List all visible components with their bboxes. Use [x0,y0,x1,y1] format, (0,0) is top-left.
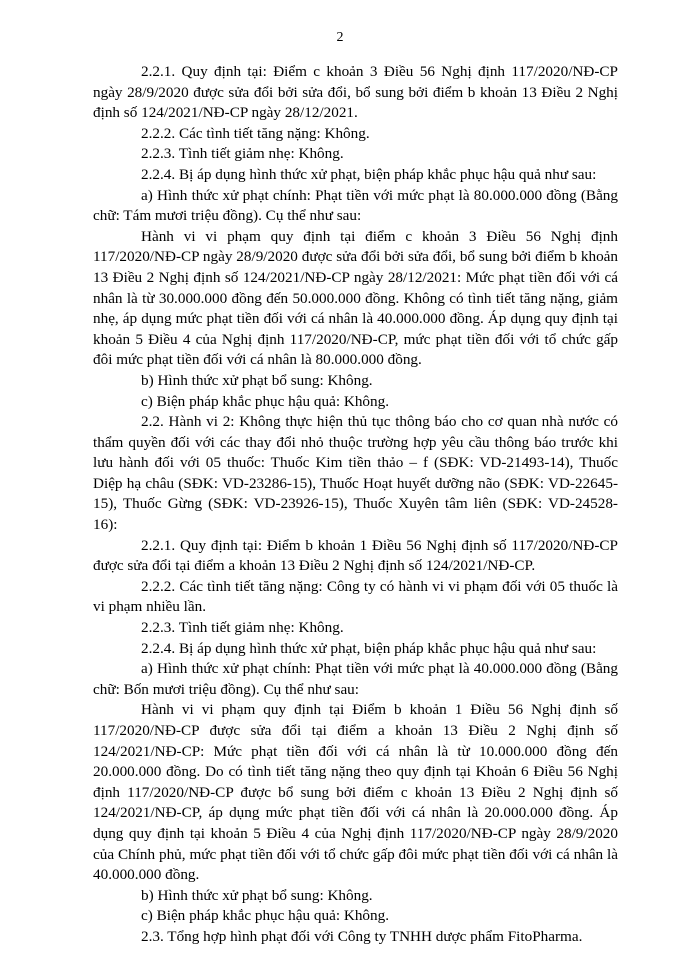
paragraph: c) Biện pháp khắc phục hậu quả: Không. [141,392,389,410]
paragraph: 2.2.2. Các tình tiết tăng nặng: Công ty có hành vi vi phạm đối với 05 thuốc là vi phạm nhiều lần. [93,577,618,616]
paragraph: 2.2. Hành vi 2: Không thực hiện thủ tục thông báo cho cơ quan nhà nước có thẩm quyền đối với các thay đổi nhỏ thuộc trường hợp yêu cầu thông báo trước khi lưu hành đối với 05 thuốc: Thuốc Kim tiền thảo – f (SĐK: VD-21493-14), Thuốc Diệp hạ châu (SĐK: VD-23286-15), Thuốc Hoạt huyết dưỡng não (SĐK: VD-22645-15), Thuốc Gừng (SĐK: VD-23926-15), Thuốc Xuyên tâm liên (SĐK: VD-24528-16): [93,413,618,534]
paragraph: 2.2.4. Bị áp dụng hình thức xử phạt, biện pháp khắc phục hậu quả như sau: [141,639,597,657]
paragraph: 2.2.4. Bị áp dụng hình thức xử phạt, biện pháp khắc phục hậu quả như sau: [141,165,597,183]
page-number: 2 [336,30,344,45]
paragraph: 2.2.2. Các tình tiết tăng nặng: Không. [141,124,370,142]
paragraph: 2.2.1. Quy định tại: Điểm b khoản 1 Điều 56 Nghị định số 117/2020/NĐ-CP được sửa đổi tại điểm a khoản 13 Điều 2 Nghị định số 124/2021/NĐ-CP. [93,536,618,575]
paragraph: a) Hình thức xử phạt chính: Phạt tiền với mức phạt là 40.000.000 đồng (Bằng chữ: Bốn mươi triệu đồng). Cụ thể như sau: [93,660,618,698]
paragraph: 2.2.3. Tình tiết giảm nhẹ: Không. [141,145,344,163]
paragraph: c) Biện pháp khắc phục hậu quả: Không. [141,907,389,925]
paragraph: 2.3. Tổng hợp hình phạt đối với Công ty TNHH dược phẩm FitoPharma. [141,927,583,945]
paragraph: 2.2.3. Tình tiết giảm nhẹ: Không. [141,619,344,637]
paragraph: Hành vi vi phạm quy định tại điểm c khoản 3 Điều 56 Nghị định 117/2020/NĐ-CP ngày 28/9/2020 được sửa đổi bởi sửa đổi, bổ sung bởi điểm b khoản 13 Điều 2 Nghị định số 124/2021/NĐ-CP ngày 28/12/2021: Mức phạt tiền đối với cá nhân là từ 30.000.000 đồng đến 50.000.000 đồng. Không có tình tiết tăng nặng, giảm nhẹ, áp dụng mức phạt tiền đối với cá nhân là 40.000.000 đồng. Áp dụng quy định tại khoản 5 Điều 4 của Nghị định 117/2020/NĐ-CP, mức phạt tiền đối với tổ chức gấp đôi mức phạt tiền đối với cá nhân là 80.000.000 đồng. [93,227,618,369]
paragraph: a) Hình thức xử phạt chính: Phạt tiền với mức phạt là 80.000.000 đồng (Bằng chữ: Tám mươi triệu đồng). Cụ thể như sau: [93,186,618,225]
paragraph: b) Hình thức xử phạt bổ sung: Không. [141,371,373,389]
paragraph: b) Hình thức xử phạt bổ sung: Không. [141,886,373,904]
document-body [93,62,618,948]
paragraph: 2.2.1. Quy định tại: Điểm c khoản 3 Điều 56 Nghị định 117/2020/NĐ-CP ngày 28/9/2020 được sửa đổi bởi sửa đổi, bổ sung bởi điểm b khoản 13 Điều 2 Nghị định số 124/2021/NĐ-CP ngày 28/12/2021. [93,63,618,122]
paragraph: Hành vi vi phạm quy định tại Điểm b khoản 1 Điều 56 Nghị định số 117/2020/NĐ-CP được sửa đổi tại điểm a khoản 13 Điều 2 Nghị định số 124/2021/NĐ-CP: Mức phạt tiền đối với cá nhân là từ 10.000.000 đồng đến 20.000.000 đồng. Do có tình tiết tăng nặng theo quy định tại Khoản 6 Điều 56 Nghị định 117/2020/NĐ-CP được bổ sung bởi điểm c khoản 13 Điều 2 Nghị định số 124/2021/NĐ-CP, áp dụng mức phạt tiền đối với cá nhân là 20.000.000 đồng. Áp dụng quy định tại khoản 5 Điều 4 của Nghị định 117/2020/NĐ-CP ngày 28/9/2020 của Chính phủ, mức phạt tiền đối với tổ chức gấp đôi mức phạt tiền đối với cá nhân là 40.000.000 đồng. [93,701,618,884]
